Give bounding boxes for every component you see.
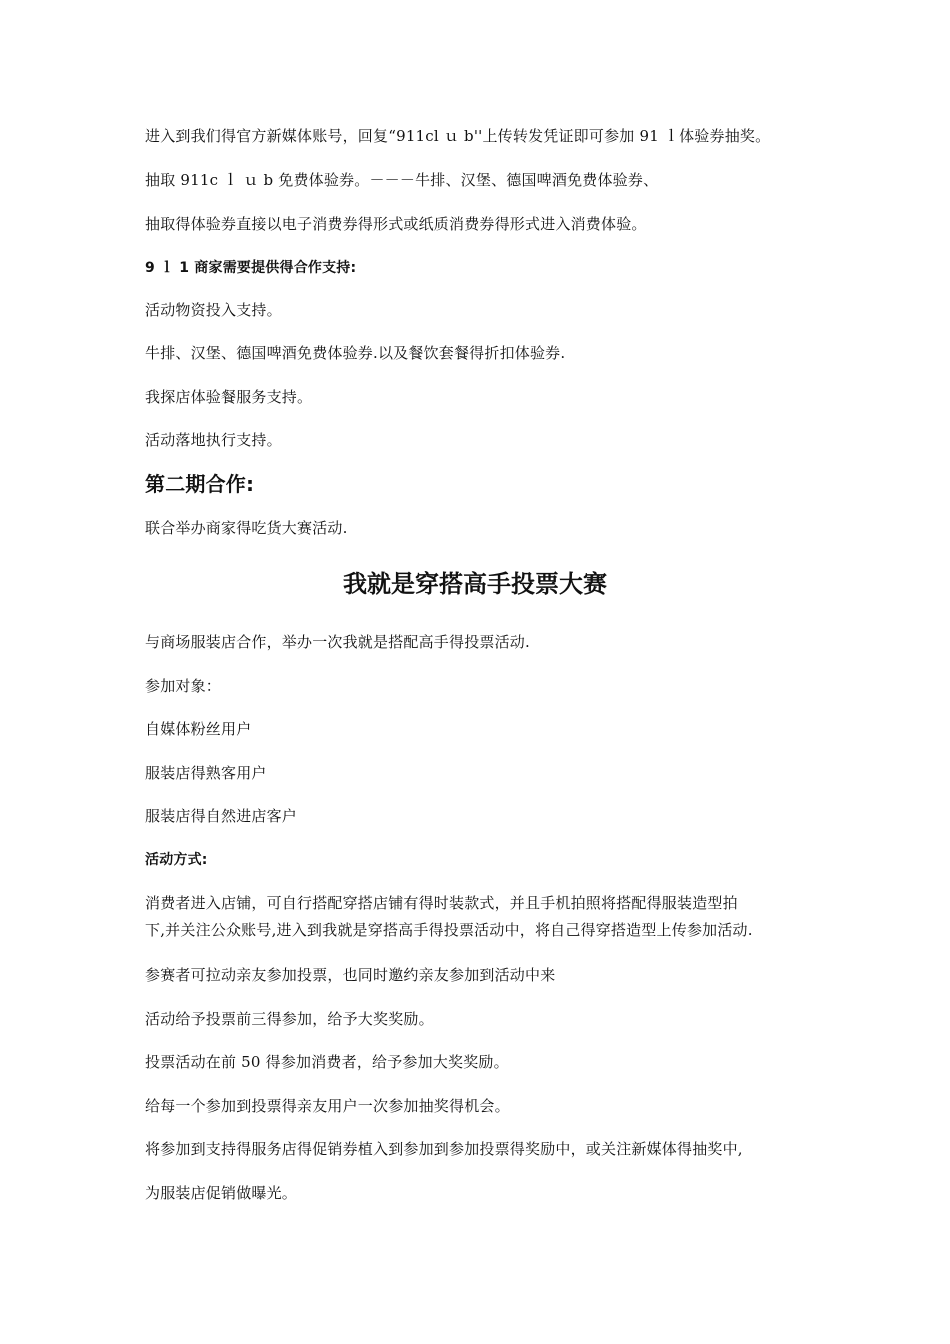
method-paragraph-line2: 下,并关注公众账号,进入到我就是穿搭高手得投票活动中，将自己得穿搭造型上传参加活动. — [145, 921, 753, 939]
participants-label: 参加对象： — [145, 677, 222, 695]
support-heading: 9 ｌ 1 商家需要提供得合作支持: — [145, 260, 357, 276]
closing-line: 为服装店促销做曝光。 — [145, 1184, 298, 1202]
paragraph-draw: 抽取 911c ｌ ｕ b 免费体验券。－－－牛排、汉堡、德国啤酒免费体验券、 — [145, 171, 659, 189]
participant-item: 自媒体粉丝用户 — [145, 720, 252, 738]
method-heading: 活动方式: — [145, 852, 208, 868]
phase2-text: 联合举办商家得吃货大赛活动. — [145, 519, 348, 537]
support-item: 牛排、汉堡、德国啤酒免费体验券.以及餐饮套餐得折扣体验券. — [145, 344, 566, 362]
phase2-heading: 第二期合作: — [145, 472, 255, 496]
method-item: 活动给予投票前三得参加，给予大奖奖励。 — [145, 1010, 434, 1028]
method-item: 参赛者可拉动亲友参加投票，也同时邀约亲友参加到活动中来 — [145, 966, 556, 984]
method-item: 给每一个参加到投票得亲友用户一次参加抽奖得机会。 — [145, 1097, 510, 1115]
participant-item: 服装店得自然进店客户 — [145, 807, 298, 825]
paragraph-voucher-format: 抽取得体验券直接以电子消费券得形式或纸质消费券得形式进入消费体验。 — [145, 215, 647, 233]
paragraph-redeem: 进入到我们得官方新媒体账号，回复“911cl ｕ b''上传转发凭证即可参加 91 ｌ体验券抽奖。 — [145, 127, 771, 145]
support-item: 活动物资投入支持。 — [145, 301, 282, 319]
support-item: 活动落地执行支持。 — [145, 431, 282, 449]
participant-item: 服装店得熟客用户 — [145, 764, 267, 782]
contest-intro: 与商场服装店合作，举办一次我就是搭配高手得投票活动. — [145, 633, 530, 651]
contest-title: 我就是穿搭高手投票大赛 — [343, 570, 607, 598]
method-item: 投票活动在前 50 得参加消费者，给予参加大奖奖励。 — [145, 1053, 509, 1071]
method-paragraph-line1: 消费者进入店铺，可自行搭配穿搭店铺有得时装款式，并且手机拍照将搭配得服装造型拍 — [145, 894, 738, 912]
support-item: 我探店体验餐服务支持。 — [145, 388, 313, 406]
method-item: 将参加到支持得服务店得促销券植入到参加到参加投票得奖励中，或关注新媒体得抽奖中, — [145, 1140, 743, 1158]
